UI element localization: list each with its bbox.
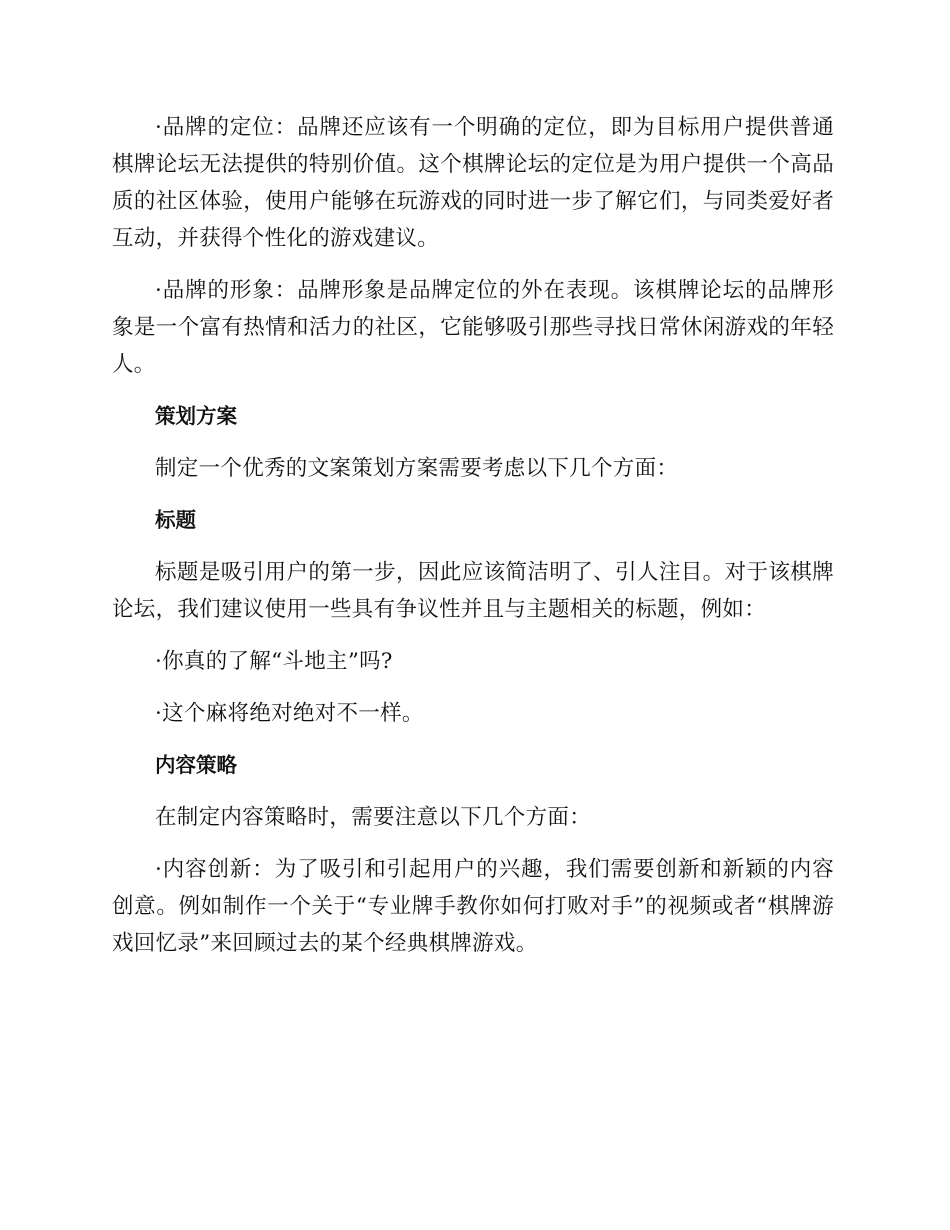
title-heading: 标题 xyxy=(155,508,196,532)
planning-scheme-heading: 策划方案 xyxy=(155,404,237,428)
content-innovation-paragraph: ·内容创新：为了吸引和引起用户的兴趣，我们需要创新和新颖的内容创意。例如制作一个关于“专业牌手教你如何打败对手”的视频或者“棋牌游戏回忆录”来回顾过去的某个经典棋牌游戏。 xyxy=(112,857,834,956)
planning-intro-paragraph: 制定一个优秀的文案策划方案需要考虑以下几个方面： xyxy=(155,456,679,481)
content-strategy-heading: 内容策略 xyxy=(155,753,237,777)
content-strategy-intro: 在制定内容策略时，需要注意以下几个方面： xyxy=(155,805,592,830)
brand-positioning-paragraph: ·品牌的定位：品牌还应该有一个明确的定位，即为目标用户提供普通棋牌论坛无法提供的特别价值。这个棋牌论坛的定位是为用户提供一个高品质的社区体验，使用户能够在玩游戏的同时进一步了解它们，与同类爱好者互动，并获得个性化的游戏建议。 xyxy=(112,115,834,251)
document-page xyxy=(112,109,834,977)
title-paragraph: 标题是吸引用户的第一步，因此应该简洁明了、引人注目。对于该棋牌论坛，我们建议使用一些具有争议性并且与主题相关的标题，例如： xyxy=(112,560,834,622)
title-example-1: ·你真的了解“斗地主”吗? xyxy=(155,649,393,674)
brand-image-paragraph: ·品牌的形象：品牌形象是品牌定位的外在表现。该棋牌论坛的品牌形象是一个富有热情和活力的社区，它能够吸引那些寻找日常休闲游戏的年轻人。 xyxy=(112,278,834,377)
title-example-2: ·这个麻将绝对绝对不一样。 xyxy=(155,701,424,726)
